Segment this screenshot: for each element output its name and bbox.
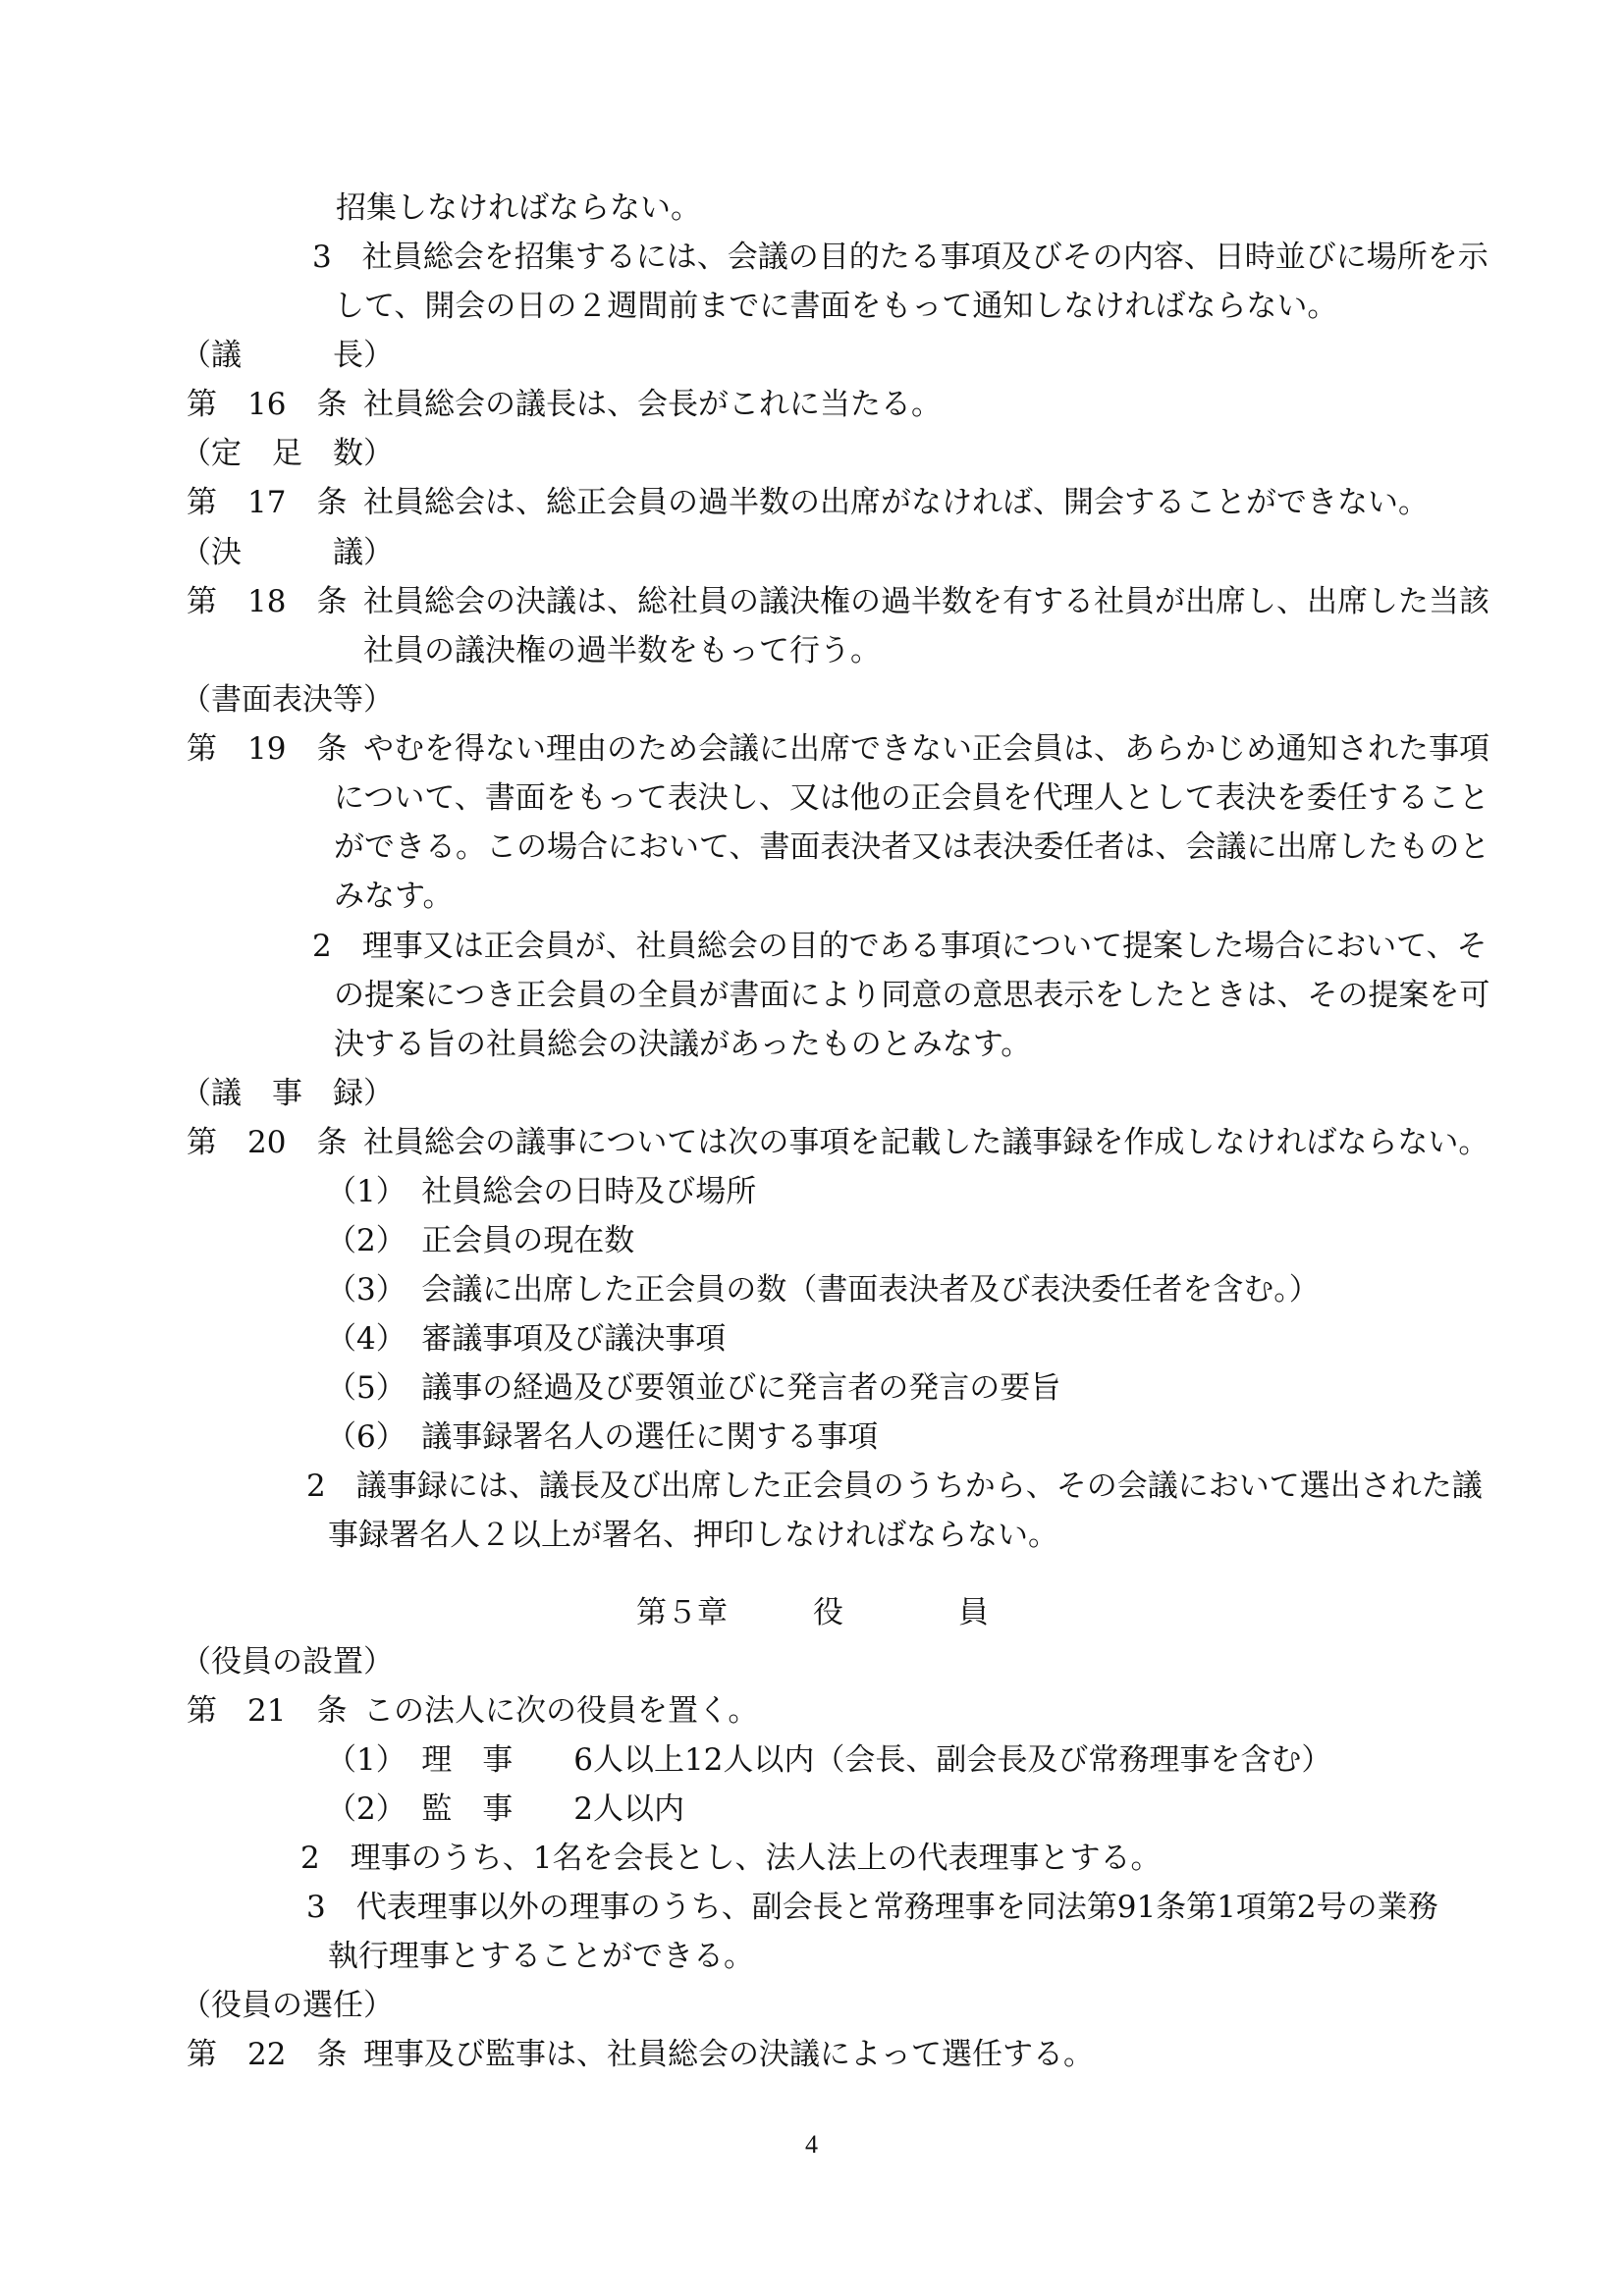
article-text: やむを得ない理由のため会議に出席できない正会員は、あらかじめ通知された事項 bbox=[363, 731, 1489, 767]
paragraph-line: 執行理事とすることができる。 bbox=[328, 1939, 754, 1974]
paragraph-line: 招集しなければならない。 bbox=[336, 190, 701, 226]
article-heading: （役員の設置） bbox=[181, 1644, 394, 1680]
article-text: 社員総会の議事については次の事項を記載した議事録を作成しなければならない。 bbox=[363, 1125, 1489, 1160]
article-text: 社員総会の決議は、総社員の議決権の過半数を有する社員が出席し、出席した当該 bbox=[363, 584, 1489, 619]
paragraph-line: 決する旨の社員総会の決議があったものとみなす。 bbox=[334, 1027, 1032, 1062]
list-item: （1） 社員総会の日時及び場所 bbox=[326, 1174, 757, 1209]
chapter-title-char: 役 bbox=[813, 1595, 843, 1630]
list-item: （2） 監 事 2人以内 bbox=[326, 1791, 684, 1827]
chapter-heading bbox=[636, 1593, 989, 1632]
article-heading: （決 議） bbox=[181, 535, 394, 570]
article-17 bbox=[187, 483, 1429, 522]
paragraph-line: ができる。この場合において、書面表決者又は表決委任者は、会議に出席したものと bbox=[334, 829, 1490, 865]
article-16 bbox=[187, 385, 942, 424]
article-heading: （書面表決等） bbox=[181, 682, 394, 718]
paragraph-line: 2 議事録には、議長及び出席した正会員のうちから、その会議において選出された議 bbox=[306, 1468, 1483, 1504]
article-text: 社員総会は、総正会員の過半数の出席がなければ、開会することができない。 bbox=[363, 485, 1429, 520]
list-item: （1） 理 事 6人以上12人以内（会長、副会長及び常務理事を含む） bbox=[326, 1742, 1332, 1778]
paragraph-line: 2 理事のうち、1名を会長とし、法人法上の代表理事とする。 bbox=[300, 1841, 1162, 1876]
article-heading: （役員の選任） bbox=[181, 1988, 394, 2023]
article-number: 第 19 条 bbox=[187, 731, 348, 767]
list-item: （3） 会議に出席した正会員の数（書面表決者及び表決委任者を含む。） bbox=[326, 1272, 1320, 1308]
paragraph-line: みなす。 bbox=[334, 879, 454, 914]
chapter-title-char: 員 bbox=[958, 1595, 989, 1630]
article-text: この法人に次の役員を置く。 bbox=[363, 1693, 759, 1729]
article-number: 第 22 条 bbox=[187, 2037, 348, 2072]
article-number: 第 16 条 bbox=[187, 387, 348, 422]
article-text: 社員総会の議長は、会長がこれに当たる。 bbox=[363, 387, 942, 422]
article-number: 第 17 条 bbox=[187, 485, 348, 520]
paragraph-line: 社員の議決権の過半数をもって行う。 bbox=[363, 633, 881, 668]
paragraph-line: 2 理事又は正会員が、社員総会の目的である事項について提案した場合において、そ bbox=[312, 929, 1488, 964]
paragraph-line: 3 代表理事以外の理事のうち、副会長と常務理事を同法第91条第1項第2号の業務 bbox=[306, 1890, 1438, 1925]
chapter-number: 第５章 bbox=[636, 1595, 728, 1630]
article-22 bbox=[187, 2035, 1094, 2074]
article-text: 理事及び監事は、社員総会の決議によって選任する。 bbox=[363, 2037, 1094, 2072]
list-item: （4） 審議事項及び議決事項 bbox=[326, 1321, 727, 1357]
paragraph-line: 事録署名人２以上が署名、押印しなければならない。 bbox=[328, 1518, 1058, 1553]
list-item: （5） 議事の経過及び要領並びに発言者の発言の要旨 bbox=[326, 1370, 1061, 1406]
paragraph-line: して、開会の日の２週間前までに書面をもって通知しなければならない。 bbox=[334, 289, 1338, 324]
article-19 bbox=[187, 729, 1489, 769]
article-heading: （定 足 数） bbox=[181, 436, 394, 471]
article-heading: （議 長） bbox=[181, 338, 394, 373]
article-18 bbox=[187, 582, 1489, 621]
article-20 bbox=[187, 1123, 1489, 1162]
paragraph-line: 3 社員総会を招集するには、会議の目的たる事項及びその内容、日時並びに場所を示 bbox=[312, 240, 1489, 275]
paragraph-line: の提案につき正会員の全員が書面により同意の意思表示をしたときは、その提案を可 bbox=[334, 978, 1490, 1013]
article-heading: （議 事 録） bbox=[181, 1076, 394, 1111]
list-item: （6） 議事録署名人の選任に関する事項 bbox=[326, 1419, 879, 1455]
page-number: 4 bbox=[805, 2130, 818, 2159]
article-number: 第 18 条 bbox=[187, 584, 348, 619]
list-item: （2） 正会員の現在数 bbox=[326, 1223, 635, 1258]
paragraph-line: について、書面をもって表決し、又は他の正会員を代理人として表決を委任すること bbox=[334, 780, 1489, 816]
article-number: 第 21 条 bbox=[187, 1693, 348, 1729]
article-number: 第 20 条 bbox=[187, 1125, 348, 1160]
article-21 bbox=[187, 1691, 758, 1731]
